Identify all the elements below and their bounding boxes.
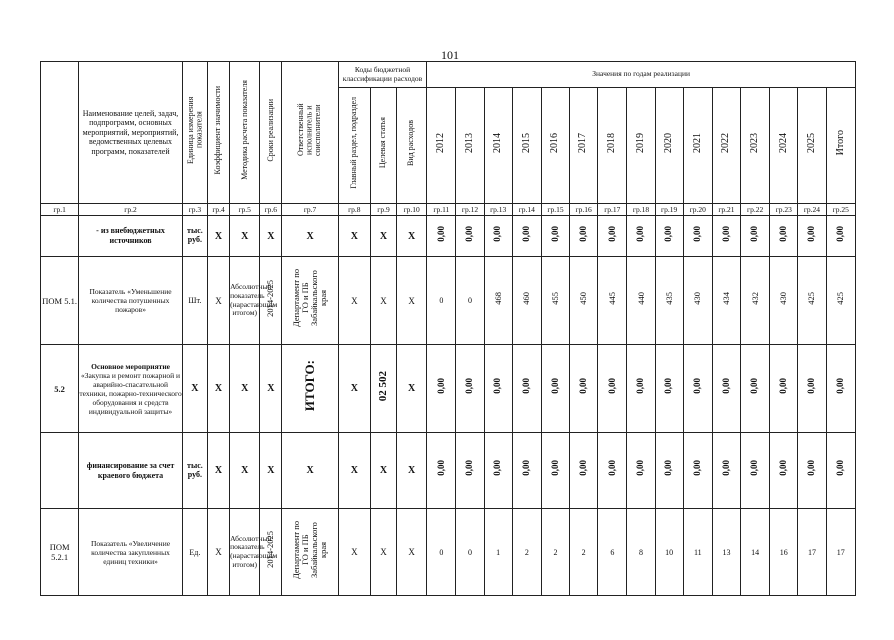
row-value: 440 xyxy=(627,257,655,345)
header-col-1 xyxy=(41,62,79,204)
row-value: 468 xyxy=(484,257,512,345)
row-value: 0,00 xyxy=(512,216,541,257)
header-kbk-article: Целевая статья xyxy=(370,88,396,204)
row-method: Абсолютный показатель (нарастающим итогом) xyxy=(230,509,260,596)
row-code: ПОМ 5.2.1 xyxy=(41,509,79,596)
col-number: гр.22 xyxy=(741,204,770,216)
row-code: 5.2 xyxy=(41,345,79,433)
col-number: гр.3 xyxy=(182,204,207,216)
header-method: Методика расчета показателя xyxy=(230,62,260,204)
row-value: 0,00 xyxy=(598,345,627,433)
row-value: 0 xyxy=(456,509,484,596)
row-code xyxy=(41,433,79,509)
row-method: Х xyxy=(230,345,260,433)
row-kbk-section: Х xyxy=(338,345,370,433)
row-kbk-article: Х xyxy=(370,509,396,596)
row-value: 14 xyxy=(741,509,770,596)
row-value: 425 xyxy=(798,257,826,345)
col-number: гр.9 xyxy=(370,204,396,216)
row-value: 0,00 xyxy=(598,433,627,509)
col-number: гр.20 xyxy=(683,204,712,216)
col-number: гр.21 xyxy=(712,204,740,216)
header-year: 2015 xyxy=(512,88,541,204)
row-value: 0,00 xyxy=(541,216,569,257)
header-term: Сроки реализации xyxy=(260,62,282,204)
row-value: 2 xyxy=(512,509,541,596)
header-year: 2017 xyxy=(570,88,598,204)
row-code xyxy=(41,216,79,257)
row-value: 0,00 xyxy=(570,433,598,509)
col-number: гр.23 xyxy=(770,204,798,216)
col-number: гр.6 xyxy=(260,204,282,216)
row-unit: тыс. руб. xyxy=(182,433,207,509)
row-term: 2014-2025 xyxy=(260,257,282,345)
row-value: 0,00 xyxy=(427,216,456,257)
row-unit: Ед. xyxy=(182,509,207,596)
row-value: 432 xyxy=(741,257,770,345)
row-kbk-article: Х xyxy=(370,216,396,257)
row-value: 0,00 xyxy=(484,433,512,509)
row-value: 455 xyxy=(541,257,569,345)
header-year: 2016 xyxy=(541,88,569,204)
row-term: Х xyxy=(260,345,282,433)
row-value: 0,00 xyxy=(770,433,798,509)
row-value: 0,00 xyxy=(712,345,740,433)
row-coef: Х xyxy=(207,509,229,596)
row-value: 2 xyxy=(541,509,569,596)
row-value: 0,00 xyxy=(683,345,712,433)
row-value: 0,00 xyxy=(798,216,826,257)
col-number: гр.15 xyxy=(541,204,569,216)
table-row xyxy=(41,257,856,345)
row-resp: Департамент по ГО и ПБ Забайкальского края xyxy=(282,257,338,345)
row-kbk-type: Х xyxy=(397,216,427,257)
row-coef: Х xyxy=(207,257,229,345)
page-number: 101 xyxy=(441,48,459,62)
row-unit: Х xyxy=(182,345,207,433)
row-value: 17 xyxy=(826,509,855,596)
header-total: Итого xyxy=(826,88,855,204)
col-number: гр.24 xyxy=(798,204,826,216)
row-value: 0,00 xyxy=(627,345,655,433)
col-number: гр.8 xyxy=(338,204,370,216)
row-kbk-article: Х xyxy=(370,433,396,509)
col-number: гр.4 xyxy=(207,204,229,216)
header-year: 2021 xyxy=(683,88,712,204)
row-coef: Х xyxy=(207,216,229,257)
row-kbk-section: Х xyxy=(338,257,370,345)
row-value: 0,00 xyxy=(741,433,770,509)
row-value: 0,00 xyxy=(541,345,569,433)
row-value: 0,00 xyxy=(655,433,683,509)
row-value: 0 xyxy=(427,257,456,345)
table-row xyxy=(41,216,856,257)
row-value: 0,00 xyxy=(512,433,541,509)
row-name: финансирование за счет краевого бюджета xyxy=(79,433,183,509)
row-value: 0,00 xyxy=(798,345,826,433)
row-kbk-section: Х xyxy=(338,433,370,509)
row-value: 0,00 xyxy=(570,216,598,257)
col-number: гр.18 xyxy=(627,204,655,216)
row-value: 0,00 xyxy=(770,216,798,257)
header-year: 2019 xyxy=(627,88,655,204)
header-row-1 xyxy=(41,62,856,88)
row-value: 0,00 xyxy=(770,345,798,433)
col-number: гр.14 xyxy=(512,204,541,216)
row-value: 434 xyxy=(712,257,740,345)
col-number: гр.13 xyxy=(484,204,512,216)
row-value: 0,00 xyxy=(741,216,770,257)
row-value: 0,00 xyxy=(512,345,541,433)
row-kbk-article: Х xyxy=(370,257,396,345)
row-value: 0,00 xyxy=(456,345,484,433)
row-term: 2014-2025 xyxy=(260,509,282,596)
header-year: 2023 xyxy=(741,88,770,204)
row-value: 6 xyxy=(598,509,627,596)
row-value: 16 xyxy=(770,509,798,596)
table-row xyxy=(41,433,856,509)
row-method: Абсолютный показатель (нарастающим итогом) xyxy=(230,257,260,345)
row-value: 445 xyxy=(598,257,627,345)
row-value: 0,00 xyxy=(655,216,683,257)
row-resp: ИТОГО: xyxy=(282,345,338,433)
row-value: 0,00 xyxy=(456,216,484,257)
col-number: гр.19 xyxy=(655,204,683,216)
col-number: гр.10 xyxy=(397,204,427,216)
row-resp: Х xyxy=(282,433,338,509)
row-code: ПОМ 5.1. xyxy=(41,257,79,345)
row-kbk-type: Х xyxy=(397,509,427,596)
row-value: 0,00 xyxy=(683,216,712,257)
header-unit: Единица измерения показателя xyxy=(182,62,207,204)
row-value: 0,00 xyxy=(484,345,512,433)
row-resp: Департамент по ГО и ПБ Забайкальского края xyxy=(282,509,338,596)
row-value: 17 xyxy=(798,509,826,596)
row-value: 0,00 xyxy=(627,216,655,257)
header-year: 2024 xyxy=(770,88,798,204)
row-kbk-section: Х xyxy=(338,216,370,257)
row-value: 0 xyxy=(427,509,456,596)
header-budget-group: Коды бюджетной классификации расходов xyxy=(338,62,427,88)
row-value: 2 xyxy=(570,509,598,596)
col-number: гр.12 xyxy=(456,204,484,216)
row-kbk-type: Х xyxy=(397,257,427,345)
row-name-title: Основное мероприятие xyxy=(91,361,170,371)
row-value: 0,00 xyxy=(798,433,826,509)
row-value: 11 xyxy=(683,509,712,596)
row-value: 1 xyxy=(484,509,512,596)
row-method: Х xyxy=(230,433,260,509)
col-number: гр.11 xyxy=(427,204,456,216)
col-number: гр.2 xyxy=(79,204,183,216)
row-term: Х xyxy=(260,216,282,257)
row-name xyxy=(79,345,183,433)
header-kbk-type: Вид расходов xyxy=(397,88,427,204)
header-resp: Ответственный исполнитель и соисполнители xyxy=(282,62,338,204)
col-number: гр.7 xyxy=(282,204,338,216)
row-value: 0,00 xyxy=(826,216,855,257)
header-year: 2025 xyxy=(798,88,826,204)
header-year: 2014 xyxy=(484,88,512,204)
row-value: 8 xyxy=(627,509,655,596)
row-value: 0,00 xyxy=(541,433,569,509)
col-number: гр.25 xyxy=(826,204,855,216)
row-value: 0,00 xyxy=(484,216,512,257)
row-method: Х xyxy=(230,216,260,257)
row-kbk-type: Х xyxy=(397,433,427,509)
program-indicators-table xyxy=(40,61,856,596)
table-row xyxy=(41,509,856,596)
header-year: 2012 xyxy=(427,88,456,204)
row-resp: Х xyxy=(282,216,338,257)
row-value: 430 xyxy=(683,257,712,345)
header-year: 2022 xyxy=(712,88,740,204)
row-value: 0,00 xyxy=(427,433,456,509)
table-row xyxy=(41,345,856,433)
row-unit: тыс. руб. xyxy=(182,216,207,257)
header-values-group: Значения по годам реализации xyxy=(427,62,856,88)
header-year: 2020 xyxy=(655,88,683,204)
row-value: 0,00 xyxy=(826,345,855,433)
row-value: 0,00 xyxy=(598,216,627,257)
row-kbk-type: Х xyxy=(397,345,427,433)
row-value: 0,00 xyxy=(427,345,456,433)
row-value: 425 xyxy=(826,257,855,345)
row-term: Х xyxy=(260,433,282,509)
row-unit: Шт. xyxy=(182,257,207,345)
row-name: - из внебюджетных источников xyxy=(79,216,183,257)
row-value: 0 xyxy=(456,257,484,345)
row-coef: Х xyxy=(207,433,229,509)
row-value: 0,00 xyxy=(570,345,598,433)
row-value: 0,00 xyxy=(627,433,655,509)
row-value: 0,00 xyxy=(655,345,683,433)
row-value: 430 xyxy=(770,257,798,345)
row-value: 450 xyxy=(570,257,598,345)
column-number-row xyxy=(41,204,856,216)
row-name: Показатель «Уменьшение количества потушенных пожаров» xyxy=(79,257,183,345)
row-value: 0,00 xyxy=(712,216,740,257)
row-value: 13 xyxy=(712,509,740,596)
header-year: 2018 xyxy=(598,88,627,204)
row-value: 10 xyxy=(655,509,683,596)
header-kbk-section: Главный раздел, подраздел xyxy=(338,88,370,204)
row-value: 0,00 xyxy=(456,433,484,509)
row-value: 0,00 xyxy=(683,433,712,509)
row-name: Показатель «Увеличение количества закупленных единиц техники» xyxy=(79,509,183,596)
row-value: 460 xyxy=(512,257,541,345)
row-value: 435 xyxy=(655,257,683,345)
col-number: гр.5 xyxy=(230,204,260,216)
row-name-body: «Закупка и ремонт пожарной и аварийно-спасательной техники, пожарно-технического оборудования и средств индивидуальной защиты» xyxy=(79,370,182,416)
header-coef: Коэффициент значимости xyxy=(207,62,229,204)
row-coef: Х xyxy=(207,345,229,433)
col-number: гр.17 xyxy=(598,204,627,216)
col-number: гр.16 xyxy=(570,204,598,216)
row-value: 0,00 xyxy=(741,345,770,433)
header-year: 2013 xyxy=(456,88,484,204)
header-name: Наименование целей, задач, подпрограмм, основных мероприятий, мероприятий, ведомственных целевых программ, показателей xyxy=(79,62,183,204)
row-value: 0,00 xyxy=(826,433,855,509)
row-kbk-section: Х xyxy=(338,509,370,596)
row-value: 0,00 xyxy=(712,433,740,509)
col-number: гр.1 xyxy=(41,204,79,216)
row-kbk-article: 02 502 xyxy=(370,345,396,433)
